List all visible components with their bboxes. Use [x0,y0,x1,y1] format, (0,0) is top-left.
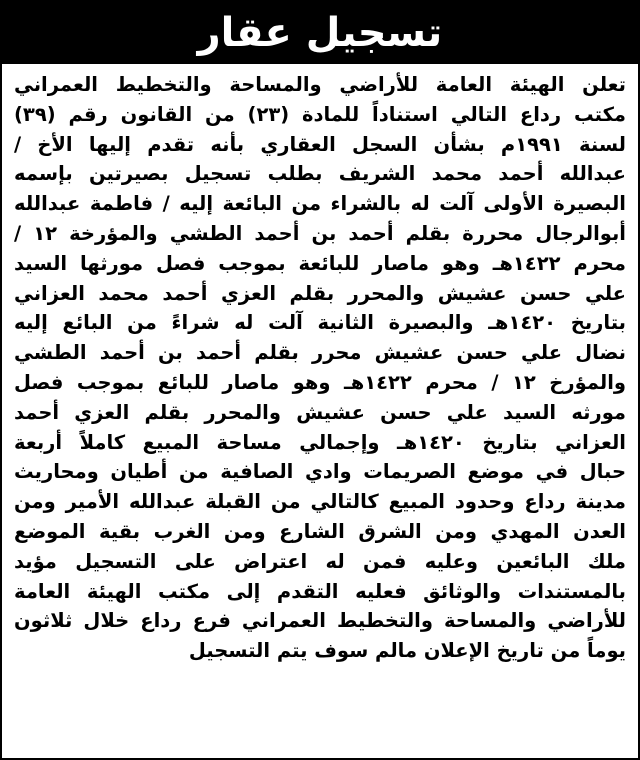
notice-line: للأراضي والمساحة والتخطيط العمراني فرع رداع خلال ثلاثون [14,609,626,633]
notice-line: مكتب رداع التالي استناداً للمادة (٢٣) من القانون رقم (٣٩) [14,102,626,126]
notice-line: يوماً من تاريخ الإعلان مالم سوف يتم التسجيل [188,639,626,663]
notice-line: عبدالله أحمد محمد الشريف بطلب تسجيل بصيرتين بإسمه [14,162,626,186]
notice-line: أبوالرجال محررة بقلم أحمد بن أحمد الطشي والمؤرخة ١٢ / [14,221,626,245]
notice-line: مدينة رداع وحدود المبيع كالتالي من القبلة عبدالله الأمير ومن [14,490,626,514]
notice-line: تعلن الهيئة العامة للأراضي والمساحة والتخطيط العمراني [14,73,626,96]
notice-line: مورثه السيد علي حسن عشيش والمحرر بقلم العزي أحمد [14,400,626,424]
notice-line: علي حسن عشيش والمحرر بقلم العزي أحمد محمد العزاني [14,281,626,305]
notice-line: محرم ١٤٢٢هـ وهو ماصار للبائعة بموجب فصل مورثها السيد [14,251,626,275]
notice-header [2,2,638,64]
notice-line: العدن المهدي ومن الشرق الشارع ومن الغرب بقية الموضع [14,519,626,543]
notice-line: البصيرة الأولى آلت له بالشراء من البائعة إليه / فاطمة عبدالله [14,192,626,216]
notice-line: بتاريخ ١٤٢٠هـ والبصيرة الثانية آلت له شراءً من البائع إليه [14,311,626,335]
notice-line: العزاني بتاريخ ١٤٢٠هـ وإجمالي مساحة المبيع كاملاً أربعة [14,430,626,454]
notice-line: ملك البائعين وعليه فمن له اعتراض على التسجيل مؤيد [14,549,626,573]
notice-line: حبال في موضع الصريمات وادي الصافية من أطيان ومحاريث [14,460,626,484]
notice-line: بالمستندات والوثائق فعليه التقدم إلى مكتب الهيئة العامة [14,579,626,603]
notice-body [2,64,638,666]
notice-line: لسنة ١٩٩١م بشأن السجل العقاري بأنه تقدم إليها الأخ / [14,132,626,156]
notice-line: نضال علي حسن عشيش محرر بقلم أحمد بن أحمد الطشي [14,341,626,365]
notice-title: تسجيل عقار [197,10,443,56]
notice-line: والمؤرخ ١٢ / محرم ١٤٢٢هـ وهو ماصار للبائع بموجب فصل [14,370,626,394]
